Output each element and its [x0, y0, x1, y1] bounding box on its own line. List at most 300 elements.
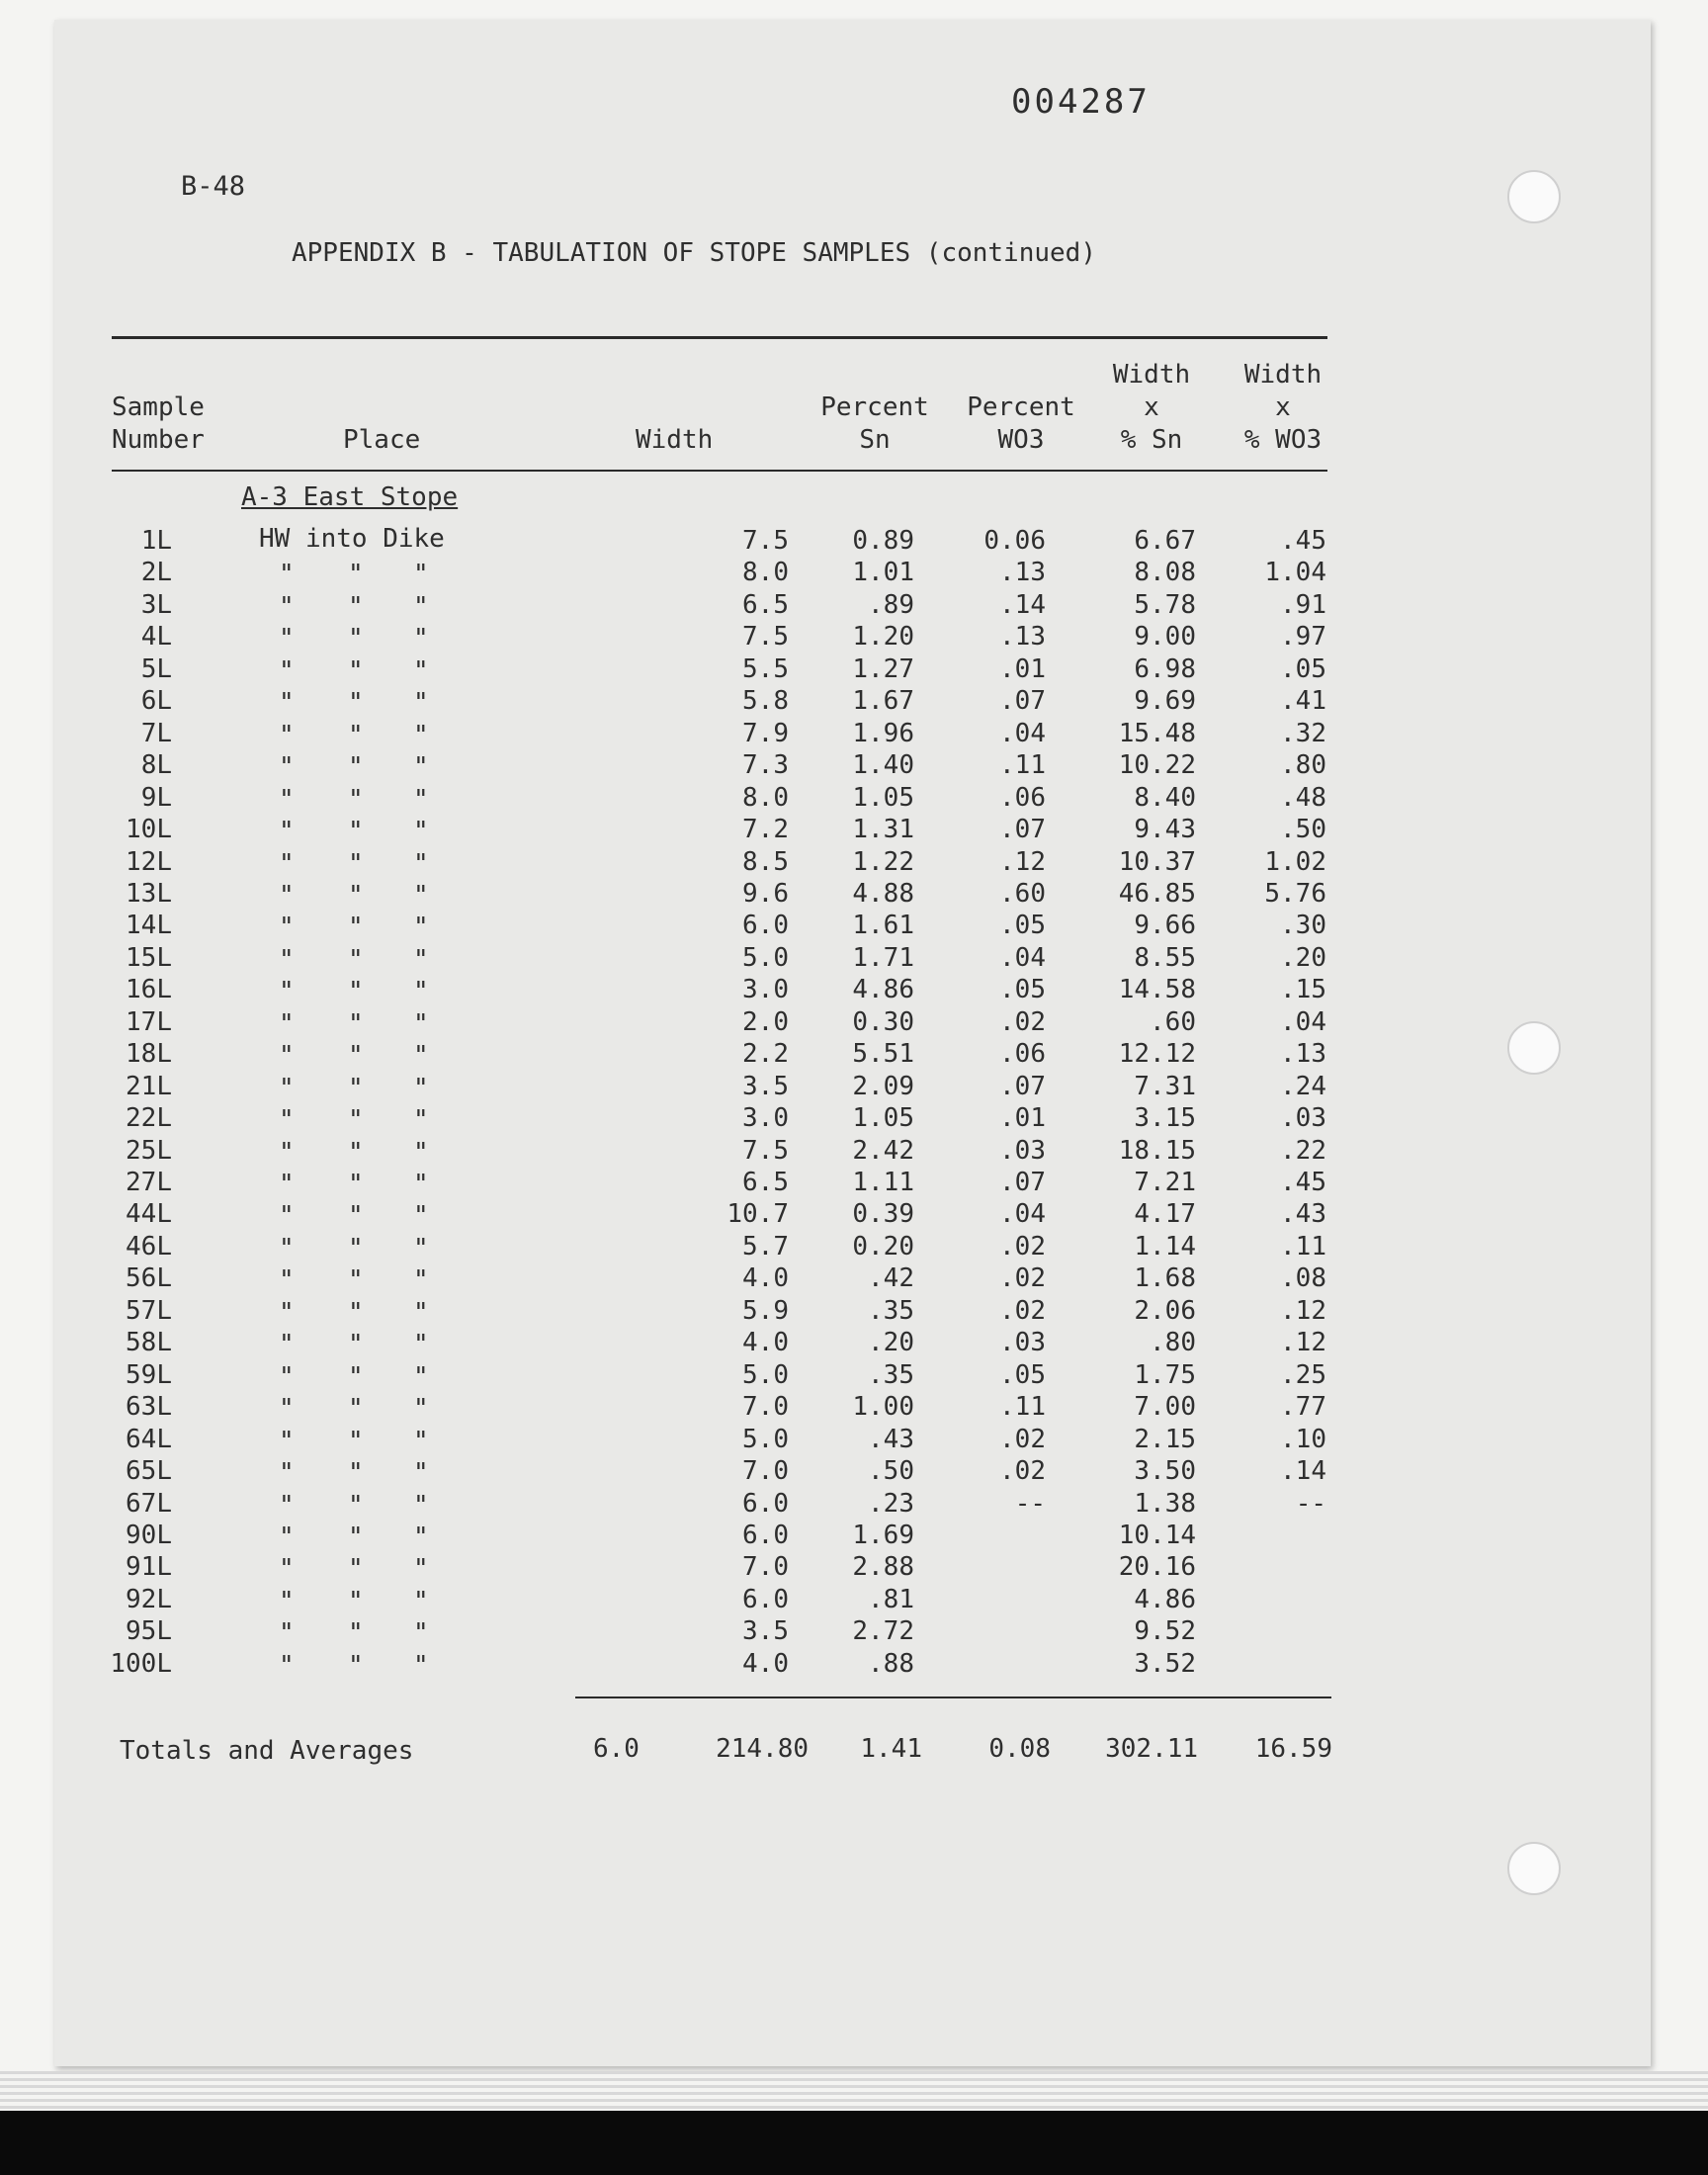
cell-percent-wo3: 0.06: [983, 526, 1046, 556]
cell-width: 6.0: [742, 1584, 789, 1614]
cell-width-x-sn: .80: [1150, 1328, 1196, 1358]
cell-width-x-wo3: .80: [1280, 750, 1326, 781]
cell-width-x-sn: 1.75: [1134, 1359, 1196, 1390]
column-header-width-x-sn: Width x % Sn: [1112, 360, 1191, 455]
cell-width-x-sn: 9.69: [1134, 686, 1196, 717]
cell-percent-wo3: .02: [999, 1231, 1046, 1262]
page-title: APPENDIX B - TABULATION OF STOPE SAMPLES (continued): [292, 238, 1096, 268]
cell-width-x-wo3: 5.76: [1264, 878, 1326, 909]
ditto-mark: ": [348, 1618, 364, 1649]
cell-width: 7.5: [742, 622, 789, 652]
cell-width: 4.0: [742, 1648, 789, 1679]
ditto-mark: ": [279, 880, 295, 911]
cell-percent-wo3: .06: [999, 782, 1046, 813]
cell-percent-sn: .50: [868, 1456, 914, 1487]
cell-percent-sn: 0.39: [852, 1199, 914, 1230]
ditto-mark: ": [279, 1330, 295, 1360]
cell-percent-wo3: .01: [999, 1103, 1046, 1134]
cell-width-x-wo3: .30: [1280, 911, 1326, 941]
cell-width: 7.0: [742, 1552, 789, 1583]
cell-percent-wo3: .05: [999, 1359, 1046, 1390]
cell-sample-number: 92L: [126, 1584, 172, 1614]
ditto-mark: ": [413, 591, 429, 622]
cell-sample-number: 22L: [126, 1103, 172, 1134]
ditto-mark: ": [279, 848, 295, 879]
binder-hole: [1507, 1842, 1561, 1895]
cell-width-x-sn: 12.12: [1118, 1039, 1196, 1070]
cell-width-x-sn: 8.08: [1134, 558, 1196, 588]
cell-width-x-sn: 7.31: [1134, 1071, 1196, 1101]
cell-percent-wo3: .02: [999, 1263, 1046, 1294]
ditto-mark: ": [279, 752, 295, 783]
cell-sample-number: 9L: [140, 782, 172, 813]
cell-percent-sn: 1.67: [852, 686, 914, 717]
ditto-mark: ": [348, 1361, 364, 1392]
cell-width: 5.7: [742, 1231, 789, 1262]
cell-width: 7.3: [742, 750, 789, 781]
ditto-mark: ": [348, 720, 364, 750]
cell-width-x-wo3: .13: [1280, 1039, 1326, 1070]
column-header-width: Width: [636, 425, 714, 455]
cell-width-x-sn: 9.00: [1134, 622, 1196, 652]
cell-width-x-sn: 3.15: [1134, 1103, 1196, 1134]
cell-width-x-sn: 4.17: [1134, 1199, 1196, 1230]
cell-sample-number: 46L: [126, 1231, 172, 1262]
binder-hole: [1507, 1021, 1561, 1075]
cell-percent-wo3: .11: [999, 750, 1046, 781]
cell-width-x-wo3: .32: [1280, 718, 1326, 748]
cell-percent-sn: 1.11: [852, 1168, 914, 1197]
ditto-mark: ": [279, 1041, 295, 1072]
cell-percent-sn: 1.20: [852, 622, 914, 652]
binder-hole: [1507, 170, 1561, 223]
cell-width-x-wo3: .05: [1280, 653, 1326, 684]
ditto-mark: ": [279, 1650, 295, 1681]
cell-width-x-wo3: .43: [1280, 1199, 1326, 1230]
cell-width: 3.5: [742, 1071, 789, 1101]
cell-width-x-sn: 2.06: [1134, 1295, 1196, 1326]
ditto-mark: ": [413, 1586, 429, 1616]
cell-width: 7.0: [742, 1456, 789, 1487]
cell-width: 3.0: [742, 975, 789, 1005]
cell-sample-number: 5L: [140, 653, 172, 684]
cell-width-x-wo3: .50: [1280, 815, 1326, 845]
cell-width: 8.5: [742, 846, 789, 877]
ditto-mark: ": [348, 624, 364, 654]
cell-sample-number: 27L: [126, 1168, 172, 1197]
ditto-mark: ": [348, 560, 364, 590]
ditto-mark: ": [279, 977, 295, 1007]
cell-percent-wo3: .07: [999, 686, 1046, 717]
ditto-mark: ": [413, 1008, 429, 1039]
cell-sample-number: 4L: [140, 622, 172, 652]
ditto-mark: ": [348, 591, 364, 622]
ditto-mark: ": [279, 1297, 295, 1328]
cell-percent-sn: 4.88: [852, 878, 914, 909]
cell-sample-number: 67L: [126, 1488, 172, 1519]
ditto-mark: ": [348, 1490, 364, 1521]
ditto-mark: ": [279, 560, 295, 590]
cell-sample-number: 65L: [126, 1456, 172, 1487]
cell-percent-wo3: .02: [999, 1006, 1046, 1037]
ditto-mark: ": [413, 1170, 429, 1199]
ditto-mark: ": [348, 1041, 364, 1072]
cell-width-x-wo3: 1.04: [1264, 558, 1326, 588]
cell-width-x-wo3: .25: [1280, 1359, 1326, 1390]
cell-sample-number: 90L: [126, 1520, 172, 1550]
cell-percent-wo3: .02: [999, 1456, 1046, 1487]
cell-percent-wo3: .04: [999, 718, 1046, 748]
cell-percent-sn: .88: [868, 1648, 914, 1679]
cell-width: 7.2: [742, 815, 789, 845]
cell-width: 5.9: [742, 1295, 789, 1326]
cell-percent-sn: .81: [868, 1584, 914, 1614]
cell-width: 4.0: [742, 1328, 789, 1358]
ditto-mark: ": [348, 977, 364, 1007]
ditto-mark: ": [413, 752, 429, 783]
cell-width-x-wo3: .41: [1280, 686, 1326, 717]
cell-percent-wo3: .07: [999, 815, 1046, 845]
column-header-sample-number: Sample Number: [112, 392, 205, 455]
cell-sample-number: 21L: [126, 1071, 172, 1101]
cell-percent-wo3: --: [1014, 1488, 1046, 1519]
cell-width: 2.0: [742, 1006, 789, 1037]
totals-width: 214.80: [716, 1734, 809, 1764]
cell-percent-sn: .35: [868, 1359, 914, 1390]
cell-width-x-sn: 7.21: [1134, 1168, 1196, 1197]
cell-percent-wo3: .06: [999, 1039, 1046, 1070]
cell-percent-wo3: .07: [999, 1071, 1046, 1101]
cell-width-x-wo3: .10: [1280, 1424, 1326, 1454]
cell-sample-number: 15L: [126, 942, 172, 973]
header-rule-bottom: [112, 470, 1327, 472]
cell-sample-number: 2L: [140, 558, 172, 588]
cell-width-x-wo3: .45: [1280, 1168, 1326, 1197]
ditto-mark: ": [413, 848, 429, 879]
ditto-mark: ": [348, 688, 364, 719]
cell-width-x-sn: 1.68: [1134, 1263, 1196, 1294]
ditto-mark: ": [413, 1233, 429, 1263]
cell-width: 3.5: [742, 1616, 789, 1647]
cell-percent-sn: 2.09: [852, 1071, 914, 1101]
cell-width: 6.0: [742, 911, 789, 941]
cell-width-x-wo3: .20: [1280, 942, 1326, 973]
cell-width-x-sn: 15.48: [1118, 718, 1196, 748]
cell-percent-sn: 1.00: [852, 1392, 914, 1423]
ditto-mark: ": [413, 1554, 429, 1585]
ditto-mark: ": [279, 913, 295, 943]
cell-width: 7.5: [742, 1135, 789, 1166]
cell-sample-number: 58L: [126, 1328, 172, 1358]
cell-sample-number: 8L: [140, 750, 172, 781]
ditto-mark: ": [279, 1170, 295, 1199]
cell-percent-wo3: .12: [999, 846, 1046, 877]
cell-sample-number: 100L: [110, 1648, 172, 1679]
cell-percent-wo3: .01: [999, 653, 1046, 684]
ditto-mark: ": [348, 1650, 364, 1681]
ditto-mark: ": [413, 1330, 429, 1360]
ditto-mark: ": [413, 1650, 429, 1681]
cell-width-x-sn: 2.15: [1134, 1424, 1196, 1454]
cell-percent-wo3: .14: [999, 589, 1046, 620]
cell-percent-sn: 4.86: [852, 975, 914, 1005]
cell-sample-number: 64L: [126, 1424, 172, 1454]
ditto-mark: ": [279, 655, 295, 686]
ditto-mark: ": [279, 1361, 295, 1392]
cell-percent-sn: 2.72: [852, 1616, 914, 1647]
cell-sample-number: 7L: [140, 718, 172, 748]
ditto-mark: ": [413, 1426, 429, 1456]
ditto-mark: ": [413, 1394, 429, 1425]
ditto-mark: ": [279, 1426, 295, 1456]
cell-sample-number: 6L: [140, 686, 172, 717]
ditto-mark: ": [279, 817, 295, 847]
ditto-mark: ": [413, 1361, 429, 1392]
cell-percent-sn: 1.71: [852, 942, 914, 973]
ditto-mark: ": [413, 1458, 429, 1489]
ditto-mark: ": [348, 1265, 364, 1296]
column-header-width-x-wo3: Width x % WO3: [1243, 360, 1323, 455]
cell-width-x-sn: 7.00: [1134, 1392, 1196, 1423]
totals-width-x-wo3: 16.59: [1254, 1734, 1332, 1764]
cell-sample-number: 59L: [126, 1359, 172, 1390]
ditto-mark: ": [413, 913, 429, 943]
cell-width-x-sn: 1.14: [1134, 1231, 1196, 1262]
ditto-mark: ": [413, 1105, 429, 1136]
cell-width: 8.0: [742, 782, 789, 813]
cell-percent-sn: 0.89: [852, 526, 914, 556]
cell-percent-sn: 1.05: [852, 782, 914, 813]
ditto-mark: ": [279, 624, 295, 654]
page-label: B-48: [181, 171, 246, 202]
cell-width-x-sn: 10.14: [1118, 1520, 1196, 1550]
ditto-mark: ": [279, 784, 295, 815]
cell-width: 6.5: [742, 589, 789, 620]
ditto-mark: ": [348, 880, 364, 911]
ditto-mark: ": [279, 1618, 295, 1649]
cell-percent-sn: 0.30: [852, 1006, 914, 1037]
ditto-mark: ": [279, 944, 295, 975]
cell-width-x-sn: 5.78: [1134, 589, 1196, 620]
cell-sample-number: 18L: [126, 1039, 172, 1070]
cell-width-x-sn: .60: [1150, 1006, 1196, 1037]
cell-width-x-wo3: .12: [1280, 1295, 1326, 1326]
cell-width-x-wo3: .97: [1280, 622, 1326, 652]
cell-width-x-wo3: .45: [1280, 526, 1326, 556]
cell-width-x-sn: 8.40: [1134, 782, 1196, 813]
cell-percent-sn: .42: [868, 1263, 914, 1294]
cell-percent-sn: 1.05: [852, 1103, 914, 1134]
cell-width-x-wo3: .15: [1280, 975, 1326, 1005]
cell-percent-wo3: .03: [999, 1328, 1046, 1358]
ditto-mark: ": [413, 784, 429, 815]
cell-width: 5.0: [742, 1359, 789, 1390]
totals-label: Totals and Averages: [120, 1736, 414, 1766]
ditto-mark: ": [348, 1426, 364, 1456]
cell-width: 6.5: [742, 1168, 789, 1197]
ditto-mark: ": [348, 817, 364, 847]
cell-width-x-sn: 46.85: [1118, 878, 1196, 909]
cell-width: 6.0: [742, 1488, 789, 1519]
cell-percent-sn: .20: [868, 1328, 914, 1358]
cell-width-x-sn: 8.55: [1134, 942, 1196, 973]
cell-width: 6.0: [742, 1520, 789, 1550]
cell-sample-number: 63L: [126, 1392, 172, 1423]
cell-percent-sn: 1.69: [852, 1520, 914, 1550]
column-header-place: Place: [343, 425, 421, 455]
cell-width-x-wo3: 1.02: [1264, 846, 1326, 877]
cell-sample-number: 91L: [126, 1552, 172, 1583]
ditto-mark: ": [413, 817, 429, 847]
ditto-mark: ": [279, 1265, 295, 1296]
ditto-mark: ": [279, 1522, 295, 1552]
ditto-mark: ": [348, 1458, 364, 1489]
ditto-mark: ": [413, 1073, 429, 1103]
ditto-mark: ": [348, 1586, 364, 1616]
cell-percent-sn: 1.01: [852, 558, 914, 588]
cell-percent-sn: 1.22: [852, 846, 914, 877]
cell-width-x-wo3: .24: [1280, 1071, 1326, 1101]
cell-width-x-wo3: .08: [1280, 1263, 1326, 1294]
ditto-mark: ": [279, 1554, 295, 1585]
totals-sn: 1.41: [860, 1734, 922, 1764]
ditto-mark: ": [348, 1522, 364, 1552]
cell-percent-wo3: .13: [999, 558, 1046, 588]
totals-count: 6.0: [593, 1734, 640, 1764]
cell-percent-sn: .23: [868, 1488, 914, 1519]
cell-sample-number: 16L: [126, 975, 172, 1005]
cell-width-x-wo3: .91: [1280, 589, 1326, 620]
ditto-mark: ": [279, 1201, 295, 1232]
ditto-mark: ": [279, 1233, 295, 1263]
ditto-mark: ": [348, 1073, 364, 1103]
ditto-mark: ": [413, 944, 429, 975]
ditto-mark: ": [279, 1105, 295, 1136]
ditto-mark: ": [279, 1137, 295, 1168]
cell-percent-sn: 1.61: [852, 911, 914, 941]
totals-wo3: 0.08: [988, 1734, 1051, 1764]
cell-percent-wo3: .05: [999, 975, 1046, 1005]
ditto-mark: ": [348, 944, 364, 975]
cell-width-x-sn: 10.37: [1118, 846, 1196, 877]
cell-percent-sn: .35: [868, 1295, 914, 1326]
cell-percent-wo3: .04: [999, 1199, 1046, 1230]
cell-sample-number: 56L: [126, 1263, 172, 1294]
ditto-mark: ": [348, 913, 364, 943]
ditto-mark: ": [279, 1008, 295, 1039]
cell-width: 5.0: [742, 942, 789, 973]
ditto-mark: ": [348, 1394, 364, 1425]
cell-percent-wo3: .02: [999, 1424, 1046, 1454]
ditto-mark: ": [413, 688, 429, 719]
ditto-mark: ": [413, 1297, 429, 1328]
ditto-mark: ": [348, 1137, 364, 1168]
ditto-mark: ": [348, 1170, 364, 1199]
ditto-mark: ": [348, 1105, 364, 1136]
ditto-mark: ": [413, 1490, 429, 1521]
cell-sample-number: 13L: [126, 878, 172, 909]
cell-width-x-sn: 14.58: [1118, 975, 1196, 1005]
cell-width-x-sn: 1.38: [1134, 1488, 1196, 1519]
cell-sample-number: 14L: [126, 911, 172, 941]
ditto-mark: ": [279, 1458, 295, 1489]
cell-width-x-wo3: .48: [1280, 782, 1326, 813]
ditto-mark: ": [413, 1265, 429, 1296]
cell-percent-wo3: .13: [999, 622, 1046, 652]
cell-width: 9.6: [742, 878, 789, 909]
cell-percent-sn: 2.42: [852, 1135, 914, 1166]
ditto-mark: ": [413, 560, 429, 590]
cell-percent-wo3: .11: [999, 1392, 1046, 1423]
cell-width-x-wo3: .12: [1280, 1328, 1326, 1358]
cell-width-x-wo3: .11: [1280, 1231, 1326, 1262]
cell-width-x-wo3: --: [1295, 1488, 1326, 1519]
ditto-mark: ": [348, 1554, 364, 1585]
cell-width: 7.5: [742, 526, 789, 556]
ditto-mark: ": [413, 1618, 429, 1649]
ditto-mark: ": [348, 784, 364, 815]
cell-width: 7.9: [742, 718, 789, 748]
ditto-mark: ": [279, 591, 295, 622]
cell-sample-number: 3L: [140, 589, 172, 620]
cell-sample-number: 95L: [126, 1616, 172, 1647]
ditto-mark: ": [348, 1201, 364, 1232]
ditto-mark: ": [279, 688, 295, 719]
cell-width-x-sn: 9.66: [1134, 911, 1196, 941]
ditto-mark: ": [348, 1330, 364, 1360]
cell-percent-wo3: .02: [999, 1295, 1046, 1326]
cell-sample-number: 12L: [126, 846, 172, 877]
ditto-mark: ": [413, 655, 429, 686]
place-description: HW into Dike: [259, 524, 445, 554]
totals-rule: [575, 1696, 1331, 1698]
ditto-mark: ": [413, 1137, 429, 1168]
column-header-percent-sn: Percent Sn: [820, 392, 929, 455]
cell-sample-number: 10L: [126, 815, 172, 845]
ditto-mark: ": [413, 977, 429, 1007]
totals-width-x-sn: 302.11: [1105, 1734, 1198, 1764]
scan-edge: [0, 2071, 1708, 2111]
ditto-mark: ": [413, 624, 429, 654]
cell-width: 2.2: [742, 1039, 789, 1070]
column-header-percent-wo3: Percent WO3: [967, 392, 1075, 455]
cell-width: 5.8: [742, 686, 789, 717]
ditto-mark: ": [348, 1233, 364, 1263]
cell-width-x-sn: 3.52: [1134, 1648, 1196, 1679]
cell-width-x-sn: 3.50: [1134, 1456, 1196, 1487]
cell-width-x-wo3: .04: [1280, 1006, 1326, 1037]
cell-percent-sn: 1.40: [852, 750, 914, 781]
cell-percent-sn: .89: [868, 589, 914, 620]
ditto-mark: ": [348, 1008, 364, 1039]
section-title: A-3 East Stope: [241, 482, 459, 512]
cell-percent-sn: .43: [868, 1424, 914, 1454]
ditto-mark: ": [279, 720, 295, 750]
cell-percent-sn: 1.31: [852, 815, 914, 845]
cell-percent-wo3: .07: [999, 1168, 1046, 1197]
cell-percent-wo3: .60: [999, 878, 1046, 909]
cell-sample-number: 17L: [126, 1006, 172, 1037]
cell-sample-number: 57L: [126, 1295, 172, 1326]
ditto-mark: ": [348, 1297, 364, 1328]
ditto-mark: ": [279, 1586, 295, 1616]
ditto-mark: ": [348, 752, 364, 783]
cell-width-x-sn: 9.52: [1134, 1616, 1196, 1647]
ditto-mark: ": [279, 1073, 295, 1103]
cell-percent-wo3: .05: [999, 911, 1046, 941]
cell-sample-number: 25L: [126, 1135, 172, 1166]
cell-width: 4.0: [742, 1263, 789, 1294]
